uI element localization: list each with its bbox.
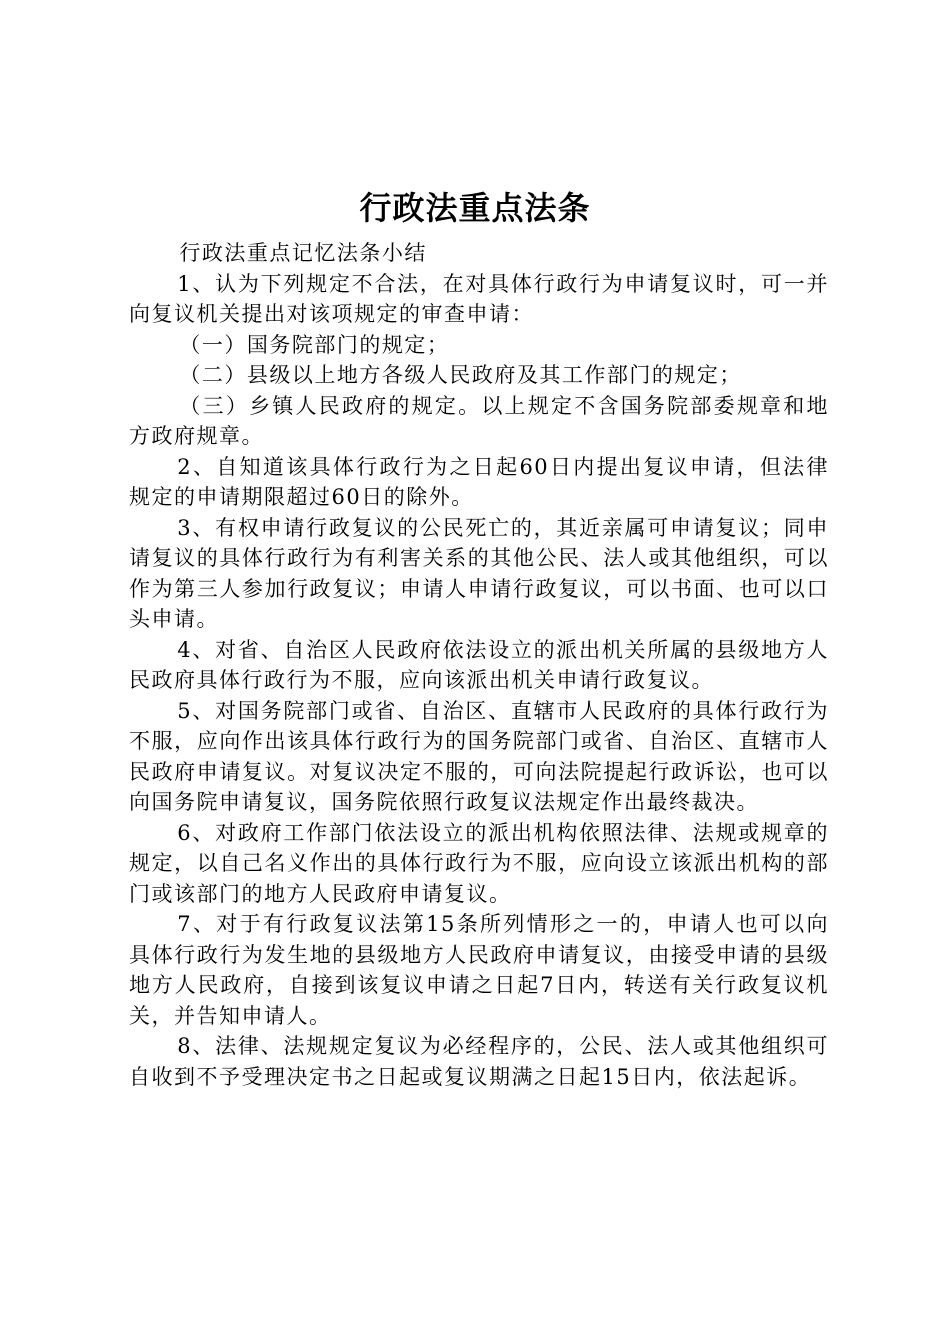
paragraph-1-item-2: （二）县级以上地方各级人民政府及其工作部门的规定； — [179, 363, 742, 387]
paragraph-7: 7、对于有行政复议法第15条所列情形之一的，申请人也可以向具体行政行为发生地的县级地方人民政府申请复议，由接受申请的县级地方人民政府，自接到该复议申请之日起7日内，转送有关行政复议机关，并告知申请人。 — [129, 912, 829, 1028]
paragraph-1: 1、认为下列规定不合法，在对具体行政行为申请复议时，可一并向复议机关提出对该项规定的审查申请： — [129, 271, 829, 326]
document-body — [129, 238, 829, 1092]
paragraph-5: 5、对国务院部门或省、自治区、直辖市人民政府的具体行政行为不服，应向作出该具体行政行为的国务院部门或省、自治区、直辖市人民政府申请复议。对复议决定不服的，可向法院提起行政诉讼，也可以向国务院申请复议，国务院依照行政复议法规定作出最终裁决。 — [129, 698, 829, 814]
intro-paragraph: 行政法重点记忆法条小结 — [179, 241, 427, 265]
paragraph-3: 3、有权申请行政复议的公民死亡的，其近亲属可申请复议；同申请复议的具体行政行为有利害关系的其他公民、法人或其他组织，可以作为第三人参加行政复议；申请人申请行政复议，可以书面、也可以口头申请。 — [129, 515, 829, 631]
paragraph-4: 4、对省、自治区人民政府依法设立的派出机关所属的县级地方人民政府具体行政行为不服，应向该派出机关申请行政复议。 — [129, 637, 829, 692]
paragraph-2: 2、自知道该具体行政行为之日起60日内提出复议申请，但法律规定的申请期限超过60日的除外。 — [129, 454, 829, 509]
paragraph-8: 8、法律、法规规定复议为必经程序的，公民、法人或其他组织可自收到不予受理决定书之日起或复议期满之日起15日内，依法起诉。 — [129, 1034, 829, 1089]
paragraph-1-item-3: （三）乡镇人民政府的规定。以上规定不含国务院部委规章和地方政府规章。 — [129, 393, 829, 448]
paragraph-6: 6、对政府工作部门依法设立的派出机构依照法律、法规或规章的规定，以自己名义作出的具体行政行为不服，应向设立该派出机构的部门或该部门的地方人民政府申请复议。 — [129, 820, 829, 906]
document-title: 行政法重点法条 — [359, 189, 591, 227]
paragraph-1-item-1: （一）国务院部门的规定； — [179, 332, 450, 357]
